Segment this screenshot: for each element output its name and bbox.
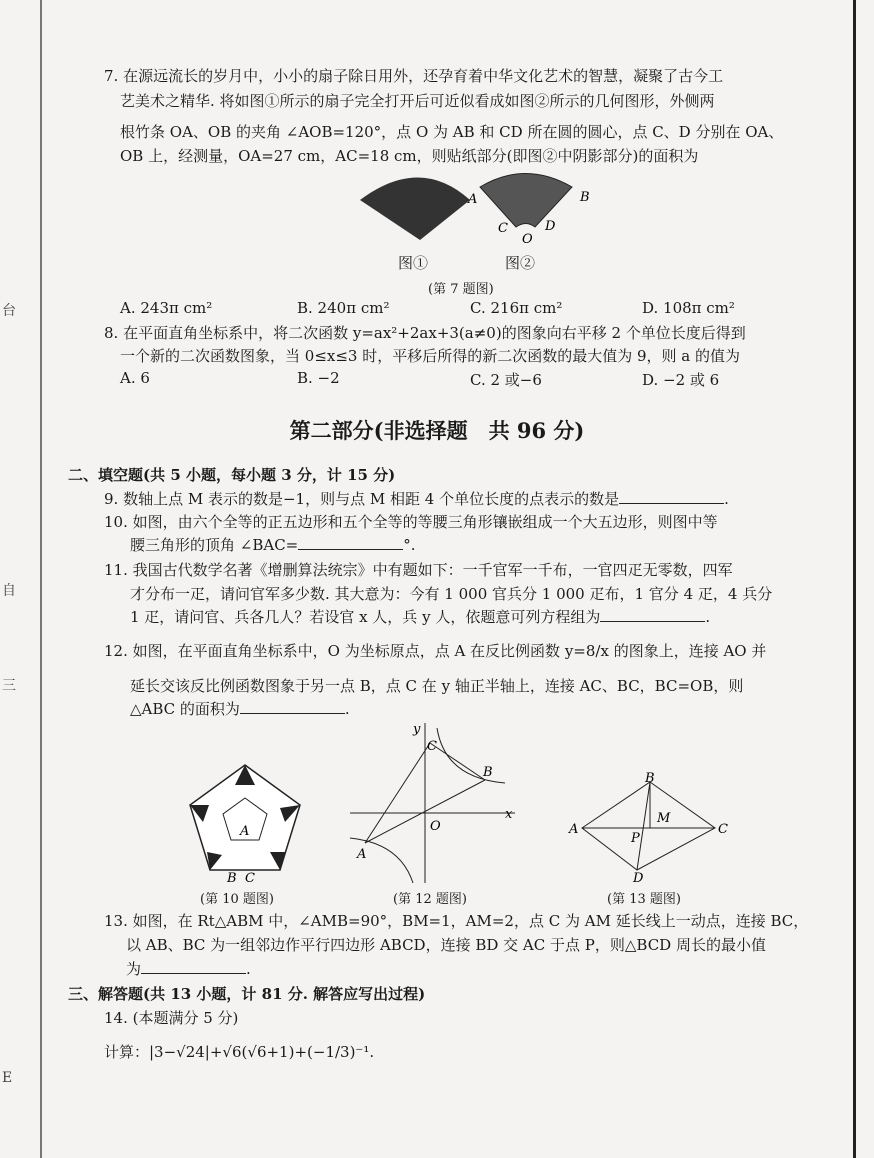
label-b: B — [580, 190, 590, 205]
q7-line: 艺美术之精华. 将如图①所示的扇子完全打开后可近似看成如图②所示的几何图形，外侧两 — [120, 92, 715, 110]
label-a: A — [569, 822, 579, 837]
q13-line: 13. 如图，在 Rt△ABM 中，∠AMB=90°，BM=1，AM=2，点 C 为 AM 延长线上一动点，连接 BC， — [104, 912, 809, 930]
page-edge — [40, 0, 42, 1158]
fig2-label: 图② — [505, 254, 536, 272]
q7-line: 7. 在源远流长的岁月中，小小的扇子除日用外，还孕育着中华文化艺术的智慧，凝聚了古今工 — [104, 67, 724, 85]
answer-blank — [141, 959, 246, 974]
margin-mark: 台 — [2, 303, 16, 319]
q10-unit: °. — [403, 536, 416, 554]
answer-blank — [619, 489, 724, 504]
q11-line3: 1 疋，请问官、兵各几人？若设官 x 人，兵 y 人，依题意可列方程组为 . — [130, 608, 711, 626]
answer-blank — [600, 607, 705, 622]
fan-image — [360, 178, 470, 241]
label-c: C — [245, 871, 255, 885]
fig10-pentagon — [185, 760, 305, 885]
q10-line: 10. 如图，由六个全等的正五边形和五个全等的等腰三角形镶嵌组成一个大五边形，则图中等 — [104, 513, 718, 531]
fan-sector — [480, 174, 572, 228]
q12-line: 延长交该反比例函数图象于另一点 B，点 C 在 y 轴正半轴上，连接 AC、BC，BC=OB，则 — [130, 677, 744, 695]
q9: 9. 数轴上点 M 表示的数是−1，则与点 M 相距 4 个单位长度的点表示的数是 . — [104, 490, 729, 508]
q13-line3: 为 . — [126, 960, 251, 978]
q13-text: 为 — [126, 960, 142, 978]
q7-line: 根竹条 OA、OB 的夹角 ∠AOB=120°，点 O 为 AB 和 CD 所在圆的圆心，点 C、D 分别在 OA、 — [120, 123, 784, 141]
q8-option-d: D. −2 或 6 — [642, 371, 720, 389]
q11-text: 1 疋，请问官、兵各几人？若设官 x 人，兵 y 人，依题意可列方程组为 — [130, 608, 601, 626]
answer-blank — [298, 535, 403, 550]
q14-heading: 14. (本题满分 5 分) — [104, 1009, 239, 1027]
fig10-caption: (第 10 题图) — [200, 892, 274, 907]
q7-option-a: A. 243π cm² — [120, 299, 213, 317]
label-c: C — [498, 221, 508, 236]
q12-line: 12. 如图，在平面直角坐标系中，O 为坐标原点，点 A 在反比例函数 y=8/x 的图象上，连接 AO 并 — [104, 642, 767, 660]
section2-heading: 二、填空题(共 5 小题，每小题 3 分，计 15 分) — [68, 466, 396, 484]
fig13-caption: (第 13 题图) — [607, 892, 681, 907]
label-o: O — [430, 819, 441, 834]
q7-option-d: D. 108π cm² — [642, 299, 735, 317]
label-c: C — [427, 739, 437, 754]
q11-line: 才分布一疋，请问官军多少数. 其大意为：今有 1 000 官兵分 1 000 疋布，1 官分 4 疋，4 兵分 — [130, 585, 773, 603]
label-o: O — [522, 232, 533, 247]
q11-line: 11. 我国古代数学名著《增删算法统宗》中有题如下：一千官军一千布，一官四疋无零数，四军 — [104, 561, 733, 579]
q10-line2 — [130, 535, 416, 555]
q7-option-b: B. 240π cm² — [297, 299, 390, 317]
q12-line3: △ABC 的面积为 . — [130, 700, 350, 718]
part2-title: 第二部分(非选择题 共 96 分) — [289, 418, 585, 443]
label-y: y — [413, 722, 421, 737]
fig12-graph — [345, 718, 525, 888]
margin-mark: E — [2, 1070, 13, 1086]
q14-expression: 计算：|3−√24|+√6(√6+1)+(−1/3)⁻¹. — [104, 1043, 375, 1061]
right-border — [853, 0, 856, 1158]
q8-option-c: C. 2 或−6 — [470, 371, 542, 389]
label-x: x — [505, 807, 513, 822]
fig7-caption: (第 7 题图) — [428, 282, 494, 297]
label-b: B — [645, 771, 655, 786]
margin-mark: 自 — [2, 583, 16, 599]
q7-line: OB 上，经测量，OA=27 cm，AC=18 cm，则贴纸部分(即图②中阴影部分)的面积为 — [120, 147, 699, 165]
answer-blank — [240, 699, 345, 714]
label-m: M — [657, 811, 671, 826]
fig1-label: 图① — [398, 254, 429, 272]
label-d: D — [545, 219, 556, 234]
q9-text: 9. 数轴上点 M 表示的数是−1，则与点 M 相距 4 个单位长度的点表示的数是 — [104, 490, 620, 508]
label-b: B — [227, 871, 237, 885]
label-a: A — [357, 847, 367, 862]
q12-text: △ABC 的面积为 — [130, 700, 240, 718]
section3-heading: 三、解答题(共 13 小题，计 81 分. 解答应写出过程) — [68, 985, 426, 1003]
label-a: A — [468, 192, 478, 207]
fig13-parallelogram — [565, 770, 735, 885]
q10-text: 腰三角形的顶角 ∠BAC= — [130, 536, 299, 554]
q8-option-a: A. 6 — [120, 369, 150, 387]
q7-figure — [340, 165, 620, 275]
label-c: C — [718, 822, 728, 837]
q8-line: 8. 在平面直角坐标系中，将二次函数 y=ax²+2ax+3(a≠0)的图象向右平移 2 个单位长度后得到 — [104, 324, 746, 342]
label-p: P — [631, 831, 640, 846]
q7-option-c: C. 216π cm² — [470, 299, 563, 317]
fig12-caption: (第 12 题图) — [393, 892, 467, 907]
q13-line: 以 AB、BC 为一组邻边作平行四边形 ABCD，连接 BD 交 AC 于点 P，则△BCD 周长的最小值 — [126, 936, 766, 954]
q8-line: 一个新的二次函数图象，当 0≤x≤3 时，平移后所得的新二次函数的最大值为 9，则 a 的值为 — [120, 347, 741, 365]
label-a: A — [240, 824, 250, 839]
label-d: D — [633, 871, 644, 885]
label-b: B — [483, 765, 493, 780]
q8-option-b: B. −2 — [297, 369, 340, 387]
margin-mark: 三 — [2, 678, 16, 694]
